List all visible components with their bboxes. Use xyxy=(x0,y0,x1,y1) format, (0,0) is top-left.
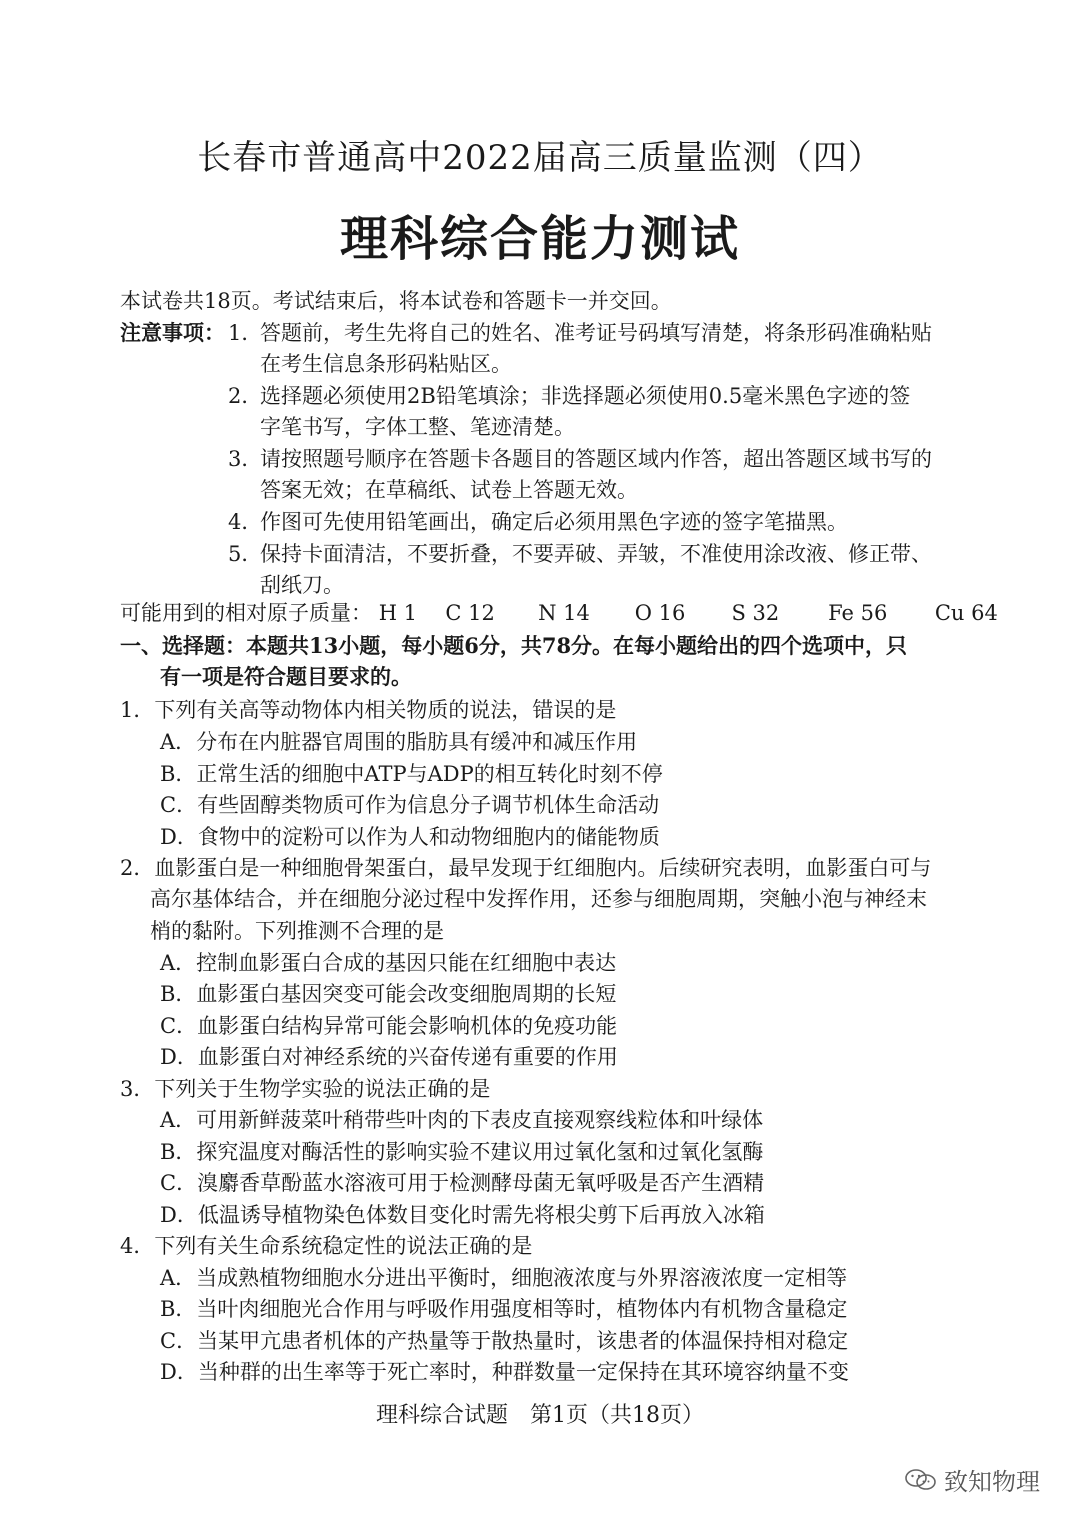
notice-item-4-num: 4． xyxy=(228,510,263,534)
exam-subtitle: 理科综合能力测试 xyxy=(339,211,740,267)
watermark-text: 致知物理 xyxy=(944,1468,1040,1496)
watermark xyxy=(904,1462,1040,1497)
notice-item-1-line-2: 在考生信息条形码粘贴区。 xyxy=(260,352,512,376)
notice-item-4-line-1: 作图可先使用铅笔画出，确定后必须用黑色字迹的签字笔描黑。 xyxy=(260,510,848,534)
atomic-mass-entry: Fe 56 xyxy=(828,601,888,625)
question-3-option-b: B．探究温度对酶活性的影响实验不建议用过氧化氢和过氧化氢酶 xyxy=(160,1140,764,1164)
notice-item-1-num: 1． xyxy=(228,321,263,345)
question-4-option-c: C．当某甲亢患者机体的产热量等于散热量时，该患者的体温保持相对稳定 xyxy=(160,1329,849,1353)
question-2-option-a: A．控制血影蛋白合成的基因只能在红细胞中表达 xyxy=(160,951,617,975)
atomic-mass-entry: S 32 xyxy=(731,601,780,625)
notice-item-3-line-2: 答案无效；在草稿纸、试卷上答题无效。 xyxy=(260,478,638,502)
exam-intro: 本试卷共18页。考试结束后，将本试卷和答题卡一并交回。 xyxy=(120,289,672,313)
atomic-mass-entry: N 14 xyxy=(538,601,590,625)
notice-label: 注意事项： xyxy=(120,320,225,345)
notice-item-2-line-2: 字笔书写，字体工整、笔迹清楚。 xyxy=(260,415,575,439)
question-1-option-a: A．分布在内脏器官周围的脂肪具有缓冲和减压作用 xyxy=(160,730,638,754)
notice-item-2-num: 2． xyxy=(228,384,263,408)
section-heading-line-2: 有一项是符合题目要求的。 xyxy=(160,664,412,689)
question-1-stem: 1．下列有关高等动物体内相关物质的说法，错误的是 xyxy=(120,698,617,722)
question-4-option-b: B．当叶肉细胞光合作用与呼吸作用强度相等时，植物体内有机物含量稳定 xyxy=(160,1297,848,1321)
question-1-option-b: B．正常生活的细胞中ATP与ADP的相互转化时刻不停 xyxy=(160,762,663,786)
atomic-mass-entry: O 16 xyxy=(634,601,686,625)
atomic-mass-entry: C 12 xyxy=(445,601,495,625)
question-3-option-c: C．溴麝香草酚蓝水溶液可用于检测酵母菌无氧呼吸是否产生酒精 xyxy=(160,1171,765,1195)
notice-item-1-line-1: 答题前，考生先将自己的姓名、准考证号码填写清楚，将条形码准确粘贴 xyxy=(260,321,932,345)
notice-item-2-line-1: 选择题必须使用2B铅笔填涂；非选择题必须使用0.5毫米黑色字迹的签 xyxy=(260,384,911,408)
wechat-icon xyxy=(904,1469,938,1491)
question-2-stem-line-2: 高尔基体结合，并在细胞分泌过程中发挥作用，还参与细胞周期，突触小泡与神经末 xyxy=(150,887,927,911)
page-footer: 理科综合试题 第1页（共18页） xyxy=(376,1403,704,1428)
notice-item-3-line-1: 请按照题号顺序在答题卡各题目的答题区域内作答，超出答题区域书写的 xyxy=(260,447,932,471)
question-2-option-d: D．血影蛋白对神经系统的兴奋传递有重要的作用 xyxy=(160,1045,618,1069)
atomic-mass-entry: H 1 xyxy=(378,601,418,625)
question-3-option-a: A．可用新鲜菠菜叶稍带些叶肉的下表皮直接观察线粒体和叶绿体 xyxy=(160,1108,764,1132)
question-2-stem-line-1: 2．血影蛋白是一种细胞骨架蛋白，最早发现于红细胞内。后续研究表明，血影蛋白可与 xyxy=(120,856,932,880)
question-1-option-c: C．有些固醇类物质可作为信息分子调节机体生命活动 xyxy=(160,793,660,817)
atomic-mass-label: 可能用到的相对原子质量： xyxy=(120,601,372,625)
atomic-mass-line xyxy=(120,600,998,626)
question-2-option-b: B．血影蛋白基因突变可能会改变细胞周期的长短 xyxy=(160,982,617,1006)
question-1-option-d: D．食物中的淀粉可以作为人和动物细胞内的储能物质 xyxy=(160,825,660,849)
notice-item-3-num: 3． xyxy=(228,447,263,471)
section-heading-line-1: 一、选择题：本题共13小题，每小题6分，共78分。在每小题给出的四个选项中，只 xyxy=(120,633,908,658)
question-2-option-c: C．血影蛋白结构异常可能会影响机体的免疫功能 xyxy=(160,1014,618,1038)
notice-item-5-num: 5． xyxy=(228,542,263,566)
question-3-option-d: D．低温诱导植物染色体数目变化时需先将根尖剪下后再放入冰箱 xyxy=(160,1203,765,1227)
question-2-stem-line-3: 梢的黏附。下列推测不合理的是 xyxy=(150,919,444,943)
question-3-stem: 3．下列关于生物学实验的说法正确的是 xyxy=(120,1077,491,1101)
question-4-stem: 4．下列有关生命系统稳定性的说法正确的是 xyxy=(120,1234,533,1258)
notice-item-5-line-2: 刮纸刀。 xyxy=(260,573,344,597)
exam-title: 长春市普通高中2022届高三质量监测（四） xyxy=(197,138,883,178)
question-4-option-d: D．当种群的出生率等于死亡率时，种群数量一定保持在其环境容纳量不变 xyxy=(160,1360,849,1384)
question-4-option-a: A．当成熟植物细胞水分进出平衡时，细胞液浓度与外界溶液浓度一定相等 xyxy=(160,1266,848,1290)
atomic-mass-entry: Cu 64 xyxy=(934,601,998,625)
notice-item-5-line-1: 保持卡面清洁，不要折叠，不要弄破、弄皱，不准使用涂改液、修正带、 xyxy=(260,542,932,566)
